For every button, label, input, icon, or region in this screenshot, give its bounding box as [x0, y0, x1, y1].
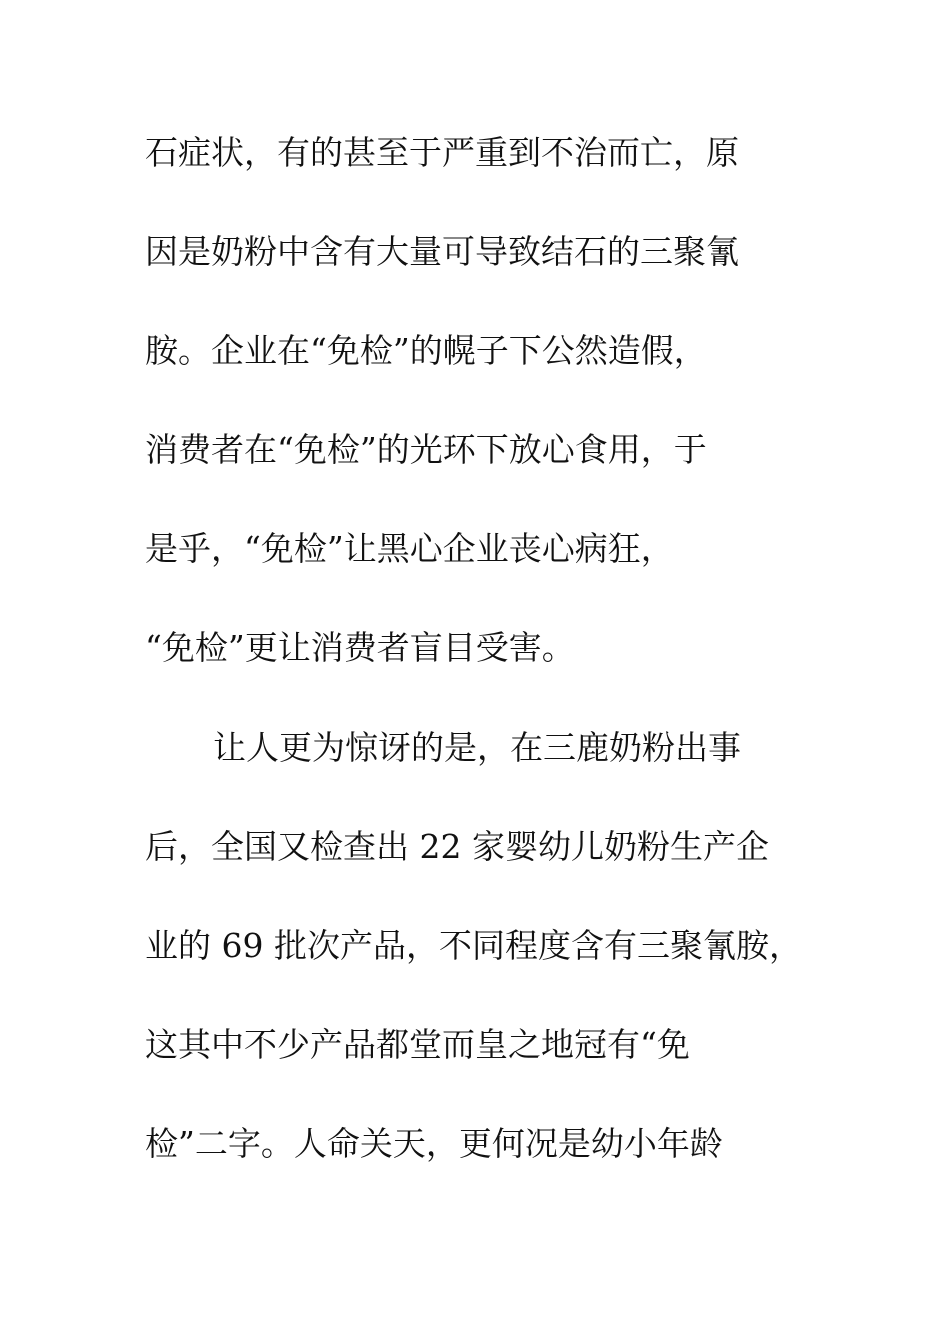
text-line: 业的 69 批次产品，不同程度含有三聚氰胺，	[145, 926, 802, 965]
paragraph-first-line: 让人更为惊讶的是，在三鹿奶粉出事	[213, 728, 741, 767]
text-line: “免检”更让消费者盲目受害。	[145, 628, 575, 667]
text-line: 胺。企业在“免检”的幌子下公然造假，	[145, 331, 707, 370]
text-line: 检”二字。人命关天，更何况是幼小年龄	[145, 1124, 723, 1163]
text-line: 石症状，有的甚至于严重到不治而亡，原	[145, 133, 739, 172]
text-line: 这其中不少产品都堂而皇之地冠有“免	[145, 1025, 690, 1064]
text-line: 因是奶粉中含有大量可导致结石的三聚氰	[145, 232, 739, 271]
text-line: 消费者在“免检”的光环下放心食用，于	[145, 430, 707, 469]
text-line: 是乎，“免检”让黑心企业丧心病狂，	[145, 529, 674, 568]
text-line: 后，全国又检查出 22 家婴幼儿奶粉生产企	[145, 827, 769, 866]
